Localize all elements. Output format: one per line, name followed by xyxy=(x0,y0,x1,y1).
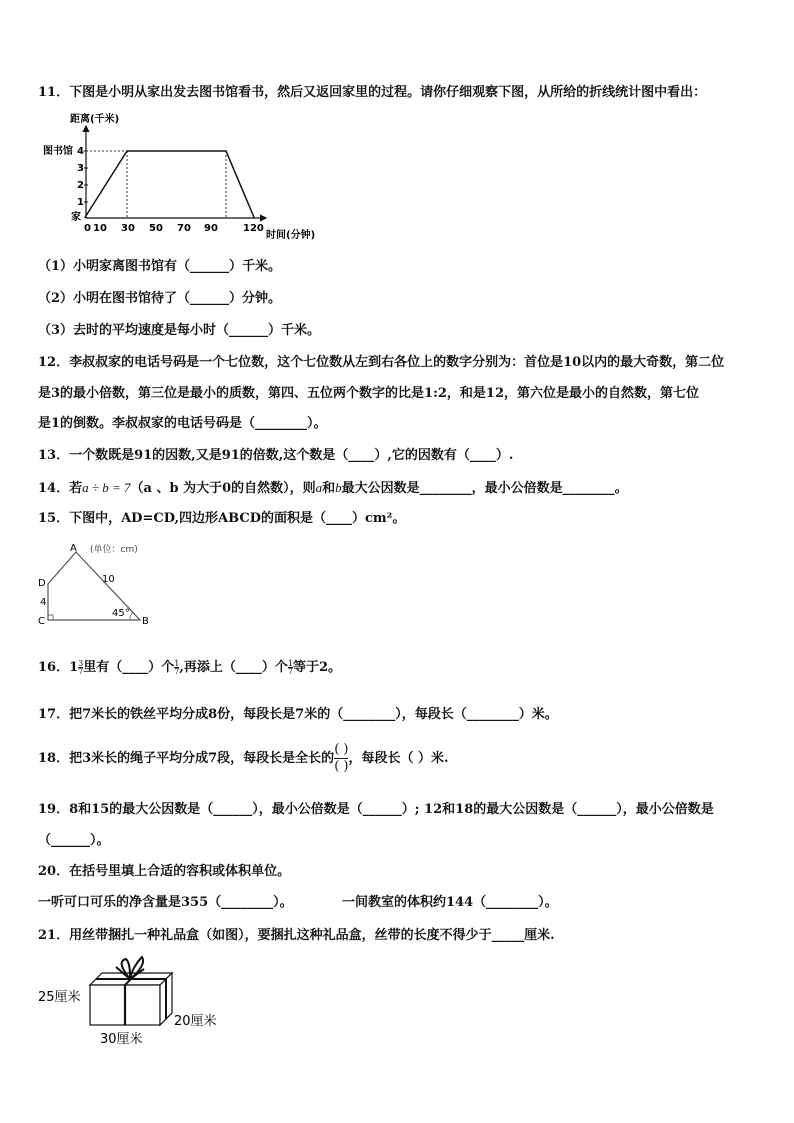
box-height-label: 25厘米 xyxy=(38,990,81,1005)
gift-box-figure xyxy=(36,955,236,1055)
graph-x-label-120: 120 xyxy=(243,223,264,234)
q14-stem xyxy=(38,479,628,498)
q18-suffix: ，每段长（ ）米. xyxy=(348,751,449,766)
vertex-d: D xyxy=(38,578,46,589)
vertex-a: A xyxy=(70,543,77,554)
q16-prefix: 16． xyxy=(38,660,70,675)
graph-y-label-4: 4 xyxy=(77,146,84,157)
q20-part2: 一间教室的体积约144（________）。 xyxy=(342,895,558,910)
q16-text-3: 等于2。 xyxy=(292,660,342,675)
q14-paren: （a 、b 为大于0的自然数），则 xyxy=(130,481,316,496)
q16-f1-num: 3 xyxy=(78,659,84,668)
q12-line3: 是1的倒数。李叔叔家的电话号码是（________）。 xyxy=(38,416,327,431)
q18-stem xyxy=(38,742,449,775)
vertex-b: B xyxy=(142,616,149,627)
q16-f2-num: 1 xyxy=(174,659,180,668)
q11-sub3: （3）去时的平均速度是每小时（______）千米。 xyxy=(38,323,321,338)
q16-whole: 1 xyxy=(69,660,79,675)
q16-f2-den: 7 xyxy=(174,667,180,676)
q12-line1: 12．李叔叔家的电话号码是一个七位数，这个七位数从左到右各位上的数字分别为：首位是10以内的最大奇数，第二位 xyxy=(38,355,725,370)
graph-x-label-50: 50 xyxy=(149,223,163,234)
q19-line2: （______）。 xyxy=(38,833,110,848)
q16-text-2: ,再添上（____）个 xyxy=(179,660,288,675)
q21-stem: 21．用丝带捆扎一种礼品盒（如图），要捆扎这种礼品盒，丝带的长度不得少于_____厘米. xyxy=(38,928,555,943)
box-depth-label: 20厘米 xyxy=(174,1014,217,1029)
q19-line1: 19．8和15的最大公因数是（______），最小公倍数是（______）; 12和18的最大公因数是（______），最小公倍数是 xyxy=(38,802,714,817)
quadrilateral-figure xyxy=(36,540,236,630)
graph-y-label-library: 图书馆 xyxy=(43,146,73,157)
graph-y-label-3: 3 xyxy=(77,163,84,174)
graph-data-line xyxy=(85,151,255,218)
q16-f3-num: 1 xyxy=(287,659,293,668)
unit-label: (单位：cm) xyxy=(90,545,138,555)
graph-x-title: 时间(分钟) xyxy=(266,230,316,241)
graph-y-label-home: 家 xyxy=(71,212,81,223)
graph-x-label-10: 10 xyxy=(93,223,107,234)
q16-stem xyxy=(38,659,341,677)
angle-label: 45° xyxy=(112,608,130,619)
graph-x-label-70: 70 xyxy=(177,223,191,234)
q14-var-b: b xyxy=(335,480,342,495)
q18-prefix: 18．把3米长的绳子平均分成7段，每段长是全长的 xyxy=(38,751,335,766)
q16-f1-den: 7 xyxy=(78,667,84,676)
q13-stem: 13．一个数既是91的因数,又是91的倍数,这个数是（____）,它的因数有（____）. xyxy=(38,448,514,463)
graph-x-label-90: 90 xyxy=(204,223,218,234)
distance-time-graph xyxy=(40,110,340,250)
q14-formula: a ÷ b = 7 xyxy=(82,480,131,495)
q17-stem: 17．把7米长的铁丝平均分成8份，每段长是7米的（________），每段长（________）米。 xyxy=(38,707,558,722)
graph-x-label-0: 0 xyxy=(84,223,91,234)
q15-stem: 15．下图中，AD=CD,四边形ABCD的面积是（____）cm²。 xyxy=(38,511,406,526)
q20-stem: 20．在括号里填上合适的容积或体积单位。 xyxy=(38,864,291,879)
q16-f3-den: 7 xyxy=(287,667,293,676)
graph-y-title: 距离(千米) xyxy=(70,114,120,125)
q14-var-a: a xyxy=(315,480,323,495)
vertex-c: C xyxy=(38,616,45,627)
q18-num: ( ) xyxy=(334,742,349,757)
graph-y-label-1: 1 xyxy=(77,197,84,208)
graph-x-label-30: 30 xyxy=(121,223,135,234)
side-ab-label: 10 xyxy=(102,574,115,585)
graph-y-label-2: 2 xyxy=(77,180,84,191)
q16-text-1: 里有（____）个 xyxy=(83,660,175,675)
q12-line2: 是3的最小倍数，第三位是最小的质数，第四、五位两个数字的比是1:2，和是12，第六位是最小的自然数，第七位 xyxy=(38,386,700,401)
box-width-label: 30厘米 xyxy=(100,1032,143,1047)
q11-sub1: （1）小明家离图书馆有（______）千米。 xyxy=(38,259,282,274)
side-dc-label: 4 xyxy=(40,597,47,608)
q11-sub2: （2）小明在图书馆待了（______）分钟。 xyxy=(38,291,282,306)
q14-prefix: 14．若 xyxy=(38,481,83,496)
q14-and: 和 xyxy=(322,481,336,496)
q11-stem: 11．下图是小明从家出发去图书馆看书，然后又返回家里的过程。请你仔细观察下图，从所给的折线统计图中看出： xyxy=(38,85,707,100)
q14-suffix: 最大公因数是________，最小公倍数是________。 xyxy=(341,481,628,496)
angle-45-arc xyxy=(130,612,133,620)
q20-part1: 一听可口可乐的净含量是355（________）。 xyxy=(38,895,293,910)
q18-fraction xyxy=(334,742,348,775)
right-angle-mark xyxy=(48,615,53,620)
q18-den: ( ) xyxy=(334,759,349,774)
